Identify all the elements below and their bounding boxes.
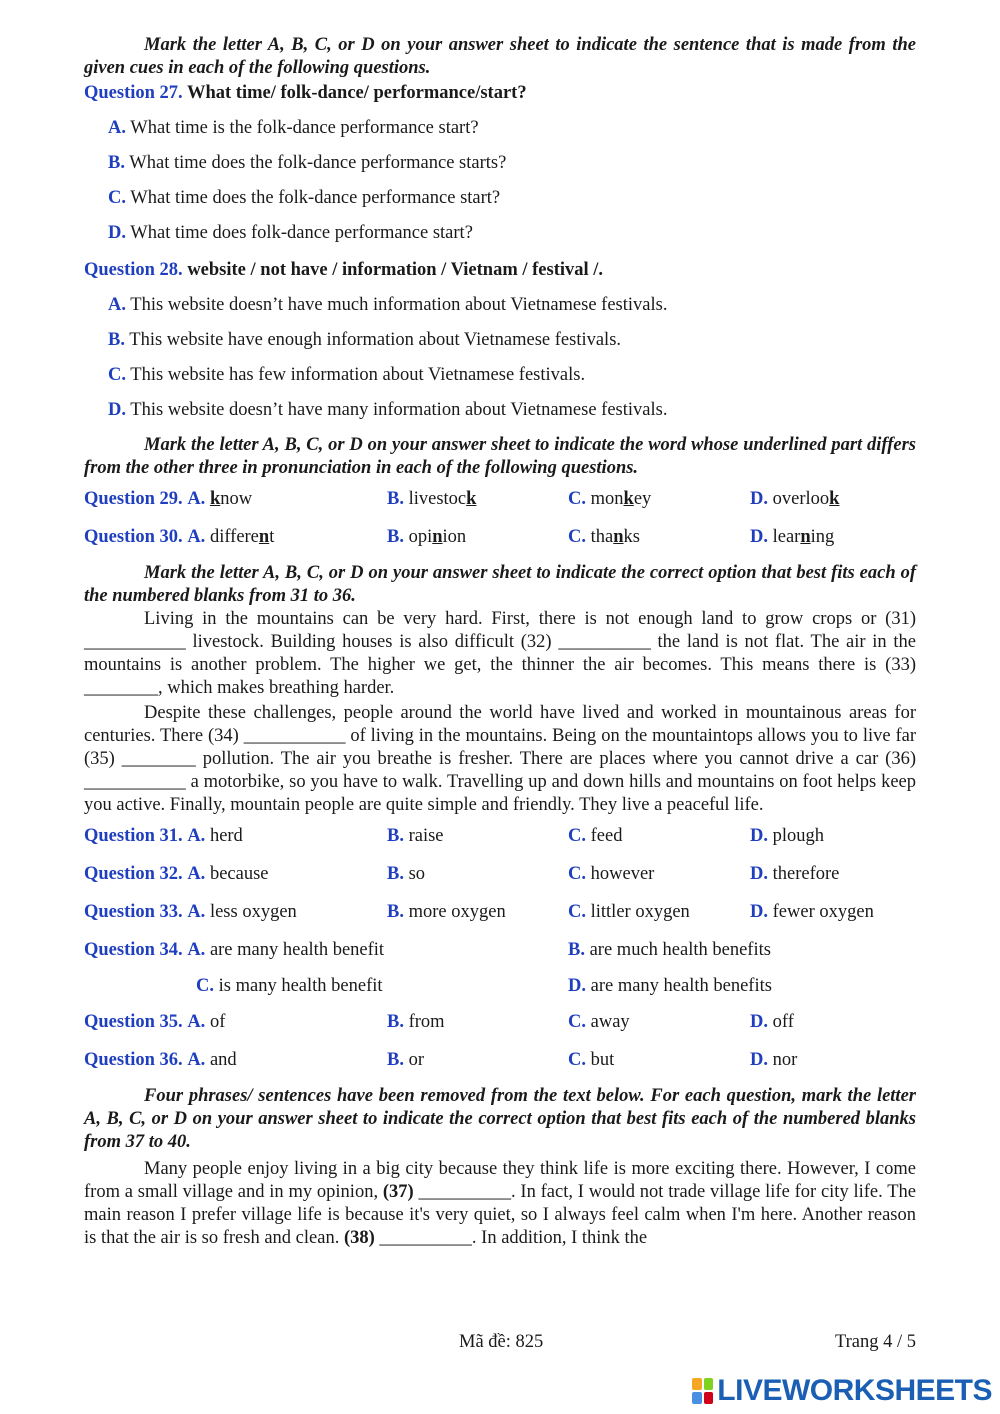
q27-option-d: D. What time does folk-dance performance start? — [108, 223, 473, 243]
section4-instruction: Four phrases/ sentences have been removed from the text below. For each question, mark the letter A, B, C, or D on your answer sheet to indicate the correct option that best fits each of the numbered blanks from 37 to 40. — [84, 1086, 916, 1152]
question-34-row-2: C. is many health benefit D. are many health benefits — [196, 976, 772, 996]
liveworksheets-logo — [692, 1376, 992, 1406]
logo-wordmark: LIVEWORKSHEETS — [717, 1374, 992, 1407]
section1-instruction: Mark the letter A, B, C, or D on your answer sheet to indicate the sentence that is made from the given cues in each of the following questions. — [84, 35, 916, 78]
passage-37-40: Many people enjoy living in a big city because they think life is more exciting there. However, I come from a small village and in my opinion, (37) __________. In fact, I would not trade village life for city life. The main reason I prefer village life is because it's very quiet, so I always feel calm when I'm here. Another reason is that the air is so fresh and clean. (38) __________. In addition, I think the — [84, 1159, 916, 1248]
q27-option-c: C. What time does the folk-dance performance start? — [108, 188, 501, 208]
question-28-header: Question 28. website / not have / information / Vietnam / festival /. — [84, 260, 604, 280]
question-29-row: Question 29. A. know B. livestock C. monkey D. overlook — [84, 489, 840, 509]
q28-option-c: C. This website has few information about Vietnamese festivals. — [108, 365, 586, 385]
q27-option-b: B. What time does the folk-dance performance starts? — [108, 153, 507, 173]
q28-option-b: B. This website have enough information about Vietnamese festivals. — [108, 330, 622, 350]
question-34-row-1: Question 34. A. are many health benefit B. are much health benefits — [84, 940, 771, 960]
q28-option-d: D. This website doesn’t have many information about Vietnamese festivals. — [108, 400, 668, 420]
logo-icon — [692, 1378, 713, 1404]
question-32-row: Question 32. A. because B. so C. however D. therefore — [84, 864, 840, 884]
q28-option-a: A. This website doesn’t have much information about Vietnamese festivals. — [108, 295, 668, 315]
worksheet-page — [84, 34, 916, 1250]
section3-instruction: Mark the letter A, B, C, or D on your answer sheet to indicate the correct option that best fits each of the numbered blanks from 31 to 36. — [84, 563, 916, 606]
question-35-row: Question 35. A. of B. from C. away D. off — [84, 1012, 794, 1032]
q27-option-a: A. What time is the folk-dance performance start? — [108, 118, 479, 138]
page-number: Trang 4 / 5 — [834, 1332, 916, 1352]
passage-paragraph-1: Living in the mountains can be very hard. First, there is not enough land to grow crops or (31) ___________ livestock. Building houses is also difficult (32) __________ the land is not flat. The air in the mountains is another problem. The higher we get, the thinner the air becomes. This means there is (33) ________, which makes breathing harder. — [84, 609, 916, 698]
question-30-row: Question 30. A. different B. opinion C. thanks D. learning — [84, 527, 835, 547]
passage-paragraph-2: Despite these challenges, people around the world have lived and worked in mountainous areas for centuries. There (34) ___________ of living in the mountains. Being on the mountaintops allows you to live far (35) ________ pollution. The air you breathe is fresher. There are places where you cannot drive a car (36) ___________ a motorbike, so you have to walk. Travelling up and down hills and mountains on foot helps keep you active. Finally, mountain people are quite simple and friendly. They live a peaceful life. — [84, 703, 916, 815]
exam-code: Mã đề: 825 — [459, 1332, 544, 1352]
question-31-row: Question 31. A. herd B. raise C. feed D. plough — [84, 826, 825, 846]
question-33-row: Question 33. A. less oxygen B. more oxygen C. littler oxygen D. fewer oxygen — [84, 902, 874, 922]
section2-instruction: Mark the letter A, B, C, or D on your answer sheet to indicate the word whose underlined part differs from the other three in pronunciation in each of the following questions. — [84, 435, 916, 478]
question-36-row: Question 36. A. and B. or C. but D. nor — [84, 1050, 798, 1070]
question-27-header: Question 27. What time/ folk-dance/ performance/start? — [84, 83, 527, 103]
